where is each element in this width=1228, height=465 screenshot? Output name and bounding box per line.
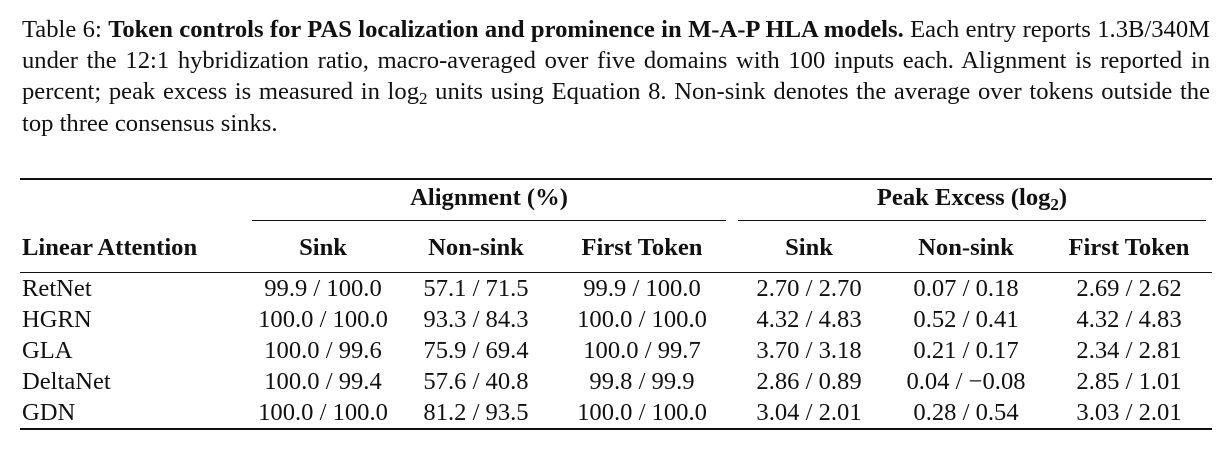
caption-subscript: 2 [419, 89, 428, 109]
cell-align-first: 100.0 / 99.7 [583, 336, 701, 364]
cell-align-first: 99.9 / 100.0 [583, 274, 701, 302]
cell-align-first: 99.8 / 99.9 [589, 367, 695, 395]
cell-model: DeltaNet [22, 367, 111, 395]
cell-peak-sink: 3.70 / 3.18 [756, 336, 862, 364]
results-table [20, 178, 1212, 430]
col-header-align-nonsink: Non-sink [428, 234, 524, 261]
col-header-align-sink: Sink [299, 234, 347, 261]
caption-title: Token controls for PAS localization and prominence in M-A-P HLA models. [108, 16, 904, 43]
cell-align-nonsink: 57.6 / 40.8 [423, 367, 529, 395]
cell-align-nonsink: 75.9 / 69.4 [423, 336, 529, 364]
cell-peak-nonsink: 0.21 / 0.17 [913, 336, 1019, 364]
cell-peak-sink: 4.32 / 4.83 [756, 305, 862, 333]
cell-peak-first: 2.69 / 2.62 [1076, 274, 1182, 302]
cell-model: GLA [22, 336, 73, 364]
caption-text-2: units using Equation 8. Non-sink denotes the average over tokens outside the top three consensus sinks. [22, 78, 1210, 137]
group-header-alignment [246, 179, 732, 224]
cell-align-sink: 100.0 / 100.0 [258, 305, 388, 333]
group-alignment-label: Alignment (%) [410, 183, 568, 211]
cell-peak-nonsink: 0.52 / 0.41 [913, 305, 1019, 333]
cell-peak-sink: 2.86 / 0.89 [756, 367, 862, 395]
table-row [20, 335, 1212, 366]
cell-peak-nonsink: 0.04 / −0.08 [906, 367, 1026, 395]
caption-text-1: Each entry reports 1.3B/340M under the 12:1 hybridization ratio, macro-averaged over five domains with 100 inputs each. Alignment is reported in percent; peak excess is measured in log [22, 16, 1210, 106]
cell-model: HGRN [22, 305, 92, 333]
cell-peak-first: 2.85 / 1.01 [1076, 367, 1182, 395]
cell-align-sink: 100.0 / 99.6 [264, 336, 382, 364]
cell-peak-sink: 2.70 / 2.70 [756, 274, 862, 302]
group-header-empty [20, 179, 246, 224]
group-header-peak [732, 179, 1212, 224]
group-peak-suffix: ) [1058, 183, 1068, 211]
group-header-row [20, 179, 1212, 224]
col-header-align-first: First Token [581, 234, 703, 261]
group-peak-prefix: Peak Excess (log [876, 183, 1051, 211]
group-peak-label [876, 183, 1068, 214]
cell-peak-first: 2.34 / 2.81 [1076, 336, 1182, 364]
peak-rule [738, 220, 1206, 221]
caption-label: Table 6: [22, 16, 102, 43]
cell-peak-nonsink: 0.28 / 0.54 [913, 398, 1019, 426]
cell-peak-first: 4.32 / 4.83 [1076, 305, 1182, 333]
cell-align-sink: 99.9 / 100.0 [264, 274, 382, 302]
cell-align-first: 100.0 / 100.0 [577, 305, 707, 333]
cell-align-sink: 100.0 / 99.4 [264, 367, 382, 395]
col-header-model: Linear Attention [22, 234, 198, 261]
group-peak-subscript: 2 [1050, 194, 1059, 214]
cell-align-first: 100.0 / 100.0 [577, 398, 707, 426]
cell-model: RetNet [22, 274, 92, 302]
cell-peak-nonsink: 0.07 / 0.18 [913, 274, 1019, 302]
cell-model: GDN [22, 398, 76, 426]
alignment-rule [252, 220, 726, 221]
col-header-peak-first: First Token [1068, 234, 1190, 261]
cell-align-nonsink: 57.1 / 71.5 [423, 274, 529, 302]
table-caption [22, 14, 1210, 139]
cell-peak-sink: 3.04 / 2.01 [756, 398, 862, 426]
cell-peak-first: 3.03 / 2.01 [1076, 398, 1182, 426]
table-row [20, 397, 1212, 429]
col-header-peak-sink: Sink [785, 234, 833, 261]
column-header-row [20, 224, 1212, 273]
cell-align-sink: 100.0 / 100.0 [258, 398, 388, 426]
cell-align-nonsink: 93.3 / 84.3 [423, 305, 529, 333]
table-row [20, 304, 1212, 335]
table-row [20, 366, 1212, 397]
table-row [20, 273, 1212, 305]
cell-align-nonsink: 81.2 / 93.5 [423, 398, 529, 426]
col-header-peak-nonsink: Non-sink [918, 234, 1014, 261]
